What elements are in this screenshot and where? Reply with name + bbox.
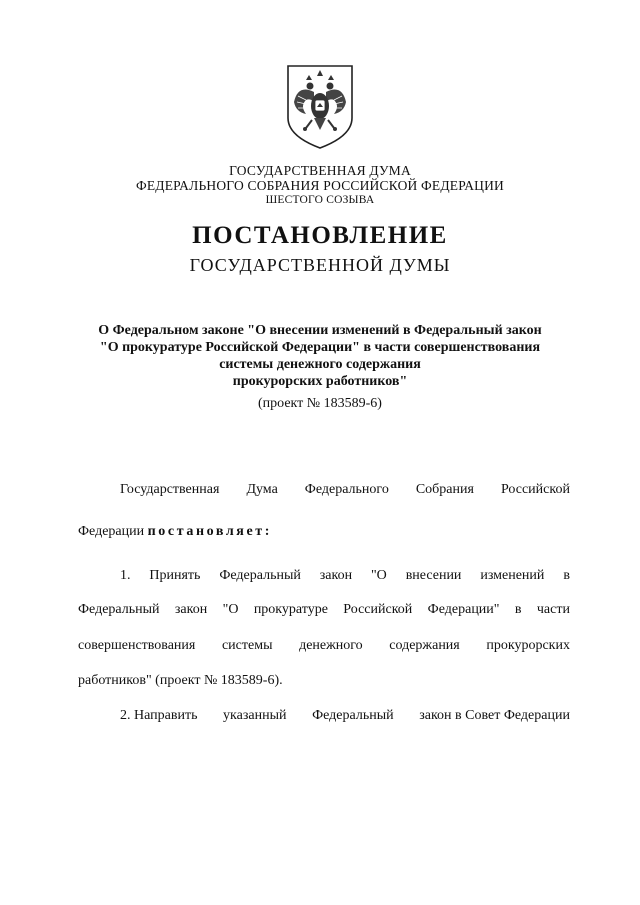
body-word: изменений bbox=[480, 568, 545, 583]
subject-line: прокурорских работников" bbox=[232, 374, 408, 389]
document-type-title: ПОСТАНОВЛЕНИЕ bbox=[192, 222, 448, 249]
resolution-body bbox=[78, 482, 570, 742]
body-word: Государственная bbox=[120, 482, 220, 497]
subject-line: "О прокуратуре Российской Федерации" в части совершенствования bbox=[99, 340, 541, 355]
intro-line-1 bbox=[120, 482, 570, 498]
body-word: системы bbox=[221, 638, 273, 653]
body-word: "О bbox=[370, 568, 387, 583]
item1-line-1 bbox=[120, 568, 570, 584]
body-word: в bbox=[514, 602, 522, 617]
body-word: прокурорских bbox=[486, 638, 570, 653]
resolution-subject bbox=[60, 322, 580, 390]
body-word: Собрания bbox=[415, 482, 474, 497]
draft-number: (проект № 183589-6) bbox=[258, 396, 382, 411]
body-word: Федеральный bbox=[78, 602, 160, 617]
body-word: Федерального bbox=[304, 482, 389, 497]
convocation-line: ШЕСТОГО СОЗЫВА bbox=[265, 194, 375, 206]
body-word: Дума bbox=[246, 482, 278, 497]
body-word: Принять bbox=[149, 568, 201, 583]
body-word: закон bbox=[319, 568, 353, 583]
body-word: части bbox=[536, 602, 570, 617]
body-word: Российской bbox=[500, 482, 570, 497]
subject-line: системы денежного содержания bbox=[219, 357, 421, 372]
body-word: Федеральный bbox=[219, 568, 301, 583]
body-word: совершенствования bbox=[78, 638, 196, 653]
intro-subject-text: Федерации bbox=[78, 524, 145, 539]
item2-line-1 bbox=[120, 708, 570, 724]
body-word: внесении bbox=[405, 568, 462, 583]
body-word: Российской bbox=[343, 602, 413, 617]
body-word: 1. bbox=[120, 568, 131, 583]
intro-line-2 bbox=[78, 524, 272, 540]
body-word: прокуратуре bbox=[253, 602, 328, 617]
body-word: указанный bbox=[223, 708, 287, 723]
resolves-emphasis: постановляет: bbox=[147, 524, 273, 539]
body-word: в bbox=[563, 568, 570, 583]
subject-line: О Федеральном законе "О внесении изменений в Федеральный закон bbox=[98, 323, 542, 338]
item1-line-2 bbox=[78, 602, 570, 618]
body-word: Федеральный bbox=[312, 708, 394, 723]
body-word: закон bbox=[174, 602, 208, 617]
body-word: содержания bbox=[389, 638, 460, 653]
body-word: денежного bbox=[299, 638, 363, 653]
item1-line-3 bbox=[78, 638, 570, 654]
coat-of-arms-emblem-icon bbox=[284, 62, 356, 150]
document-issuer: ГОСУДАРСТВЕННОЙ ДУМЫ bbox=[189, 255, 451, 275]
org-name-line2: ФЕДЕРАЛЬНОГО СОБРАНИЯ РОССИЙСКОЙ ФЕДЕРАЦИИ bbox=[136, 178, 504, 193]
body-word: Федерации" bbox=[427, 602, 500, 617]
body-word: "О bbox=[222, 602, 239, 617]
body-word: закон в Совет Федерации bbox=[419, 708, 570, 723]
item1-line-4: работников" (проект № 183589-6). bbox=[78, 673, 283, 688]
body-word: 2. Направить bbox=[120, 708, 198, 723]
org-name-line1: ГОСУДАРСТВЕННАЯ ДУМА bbox=[229, 163, 411, 178]
